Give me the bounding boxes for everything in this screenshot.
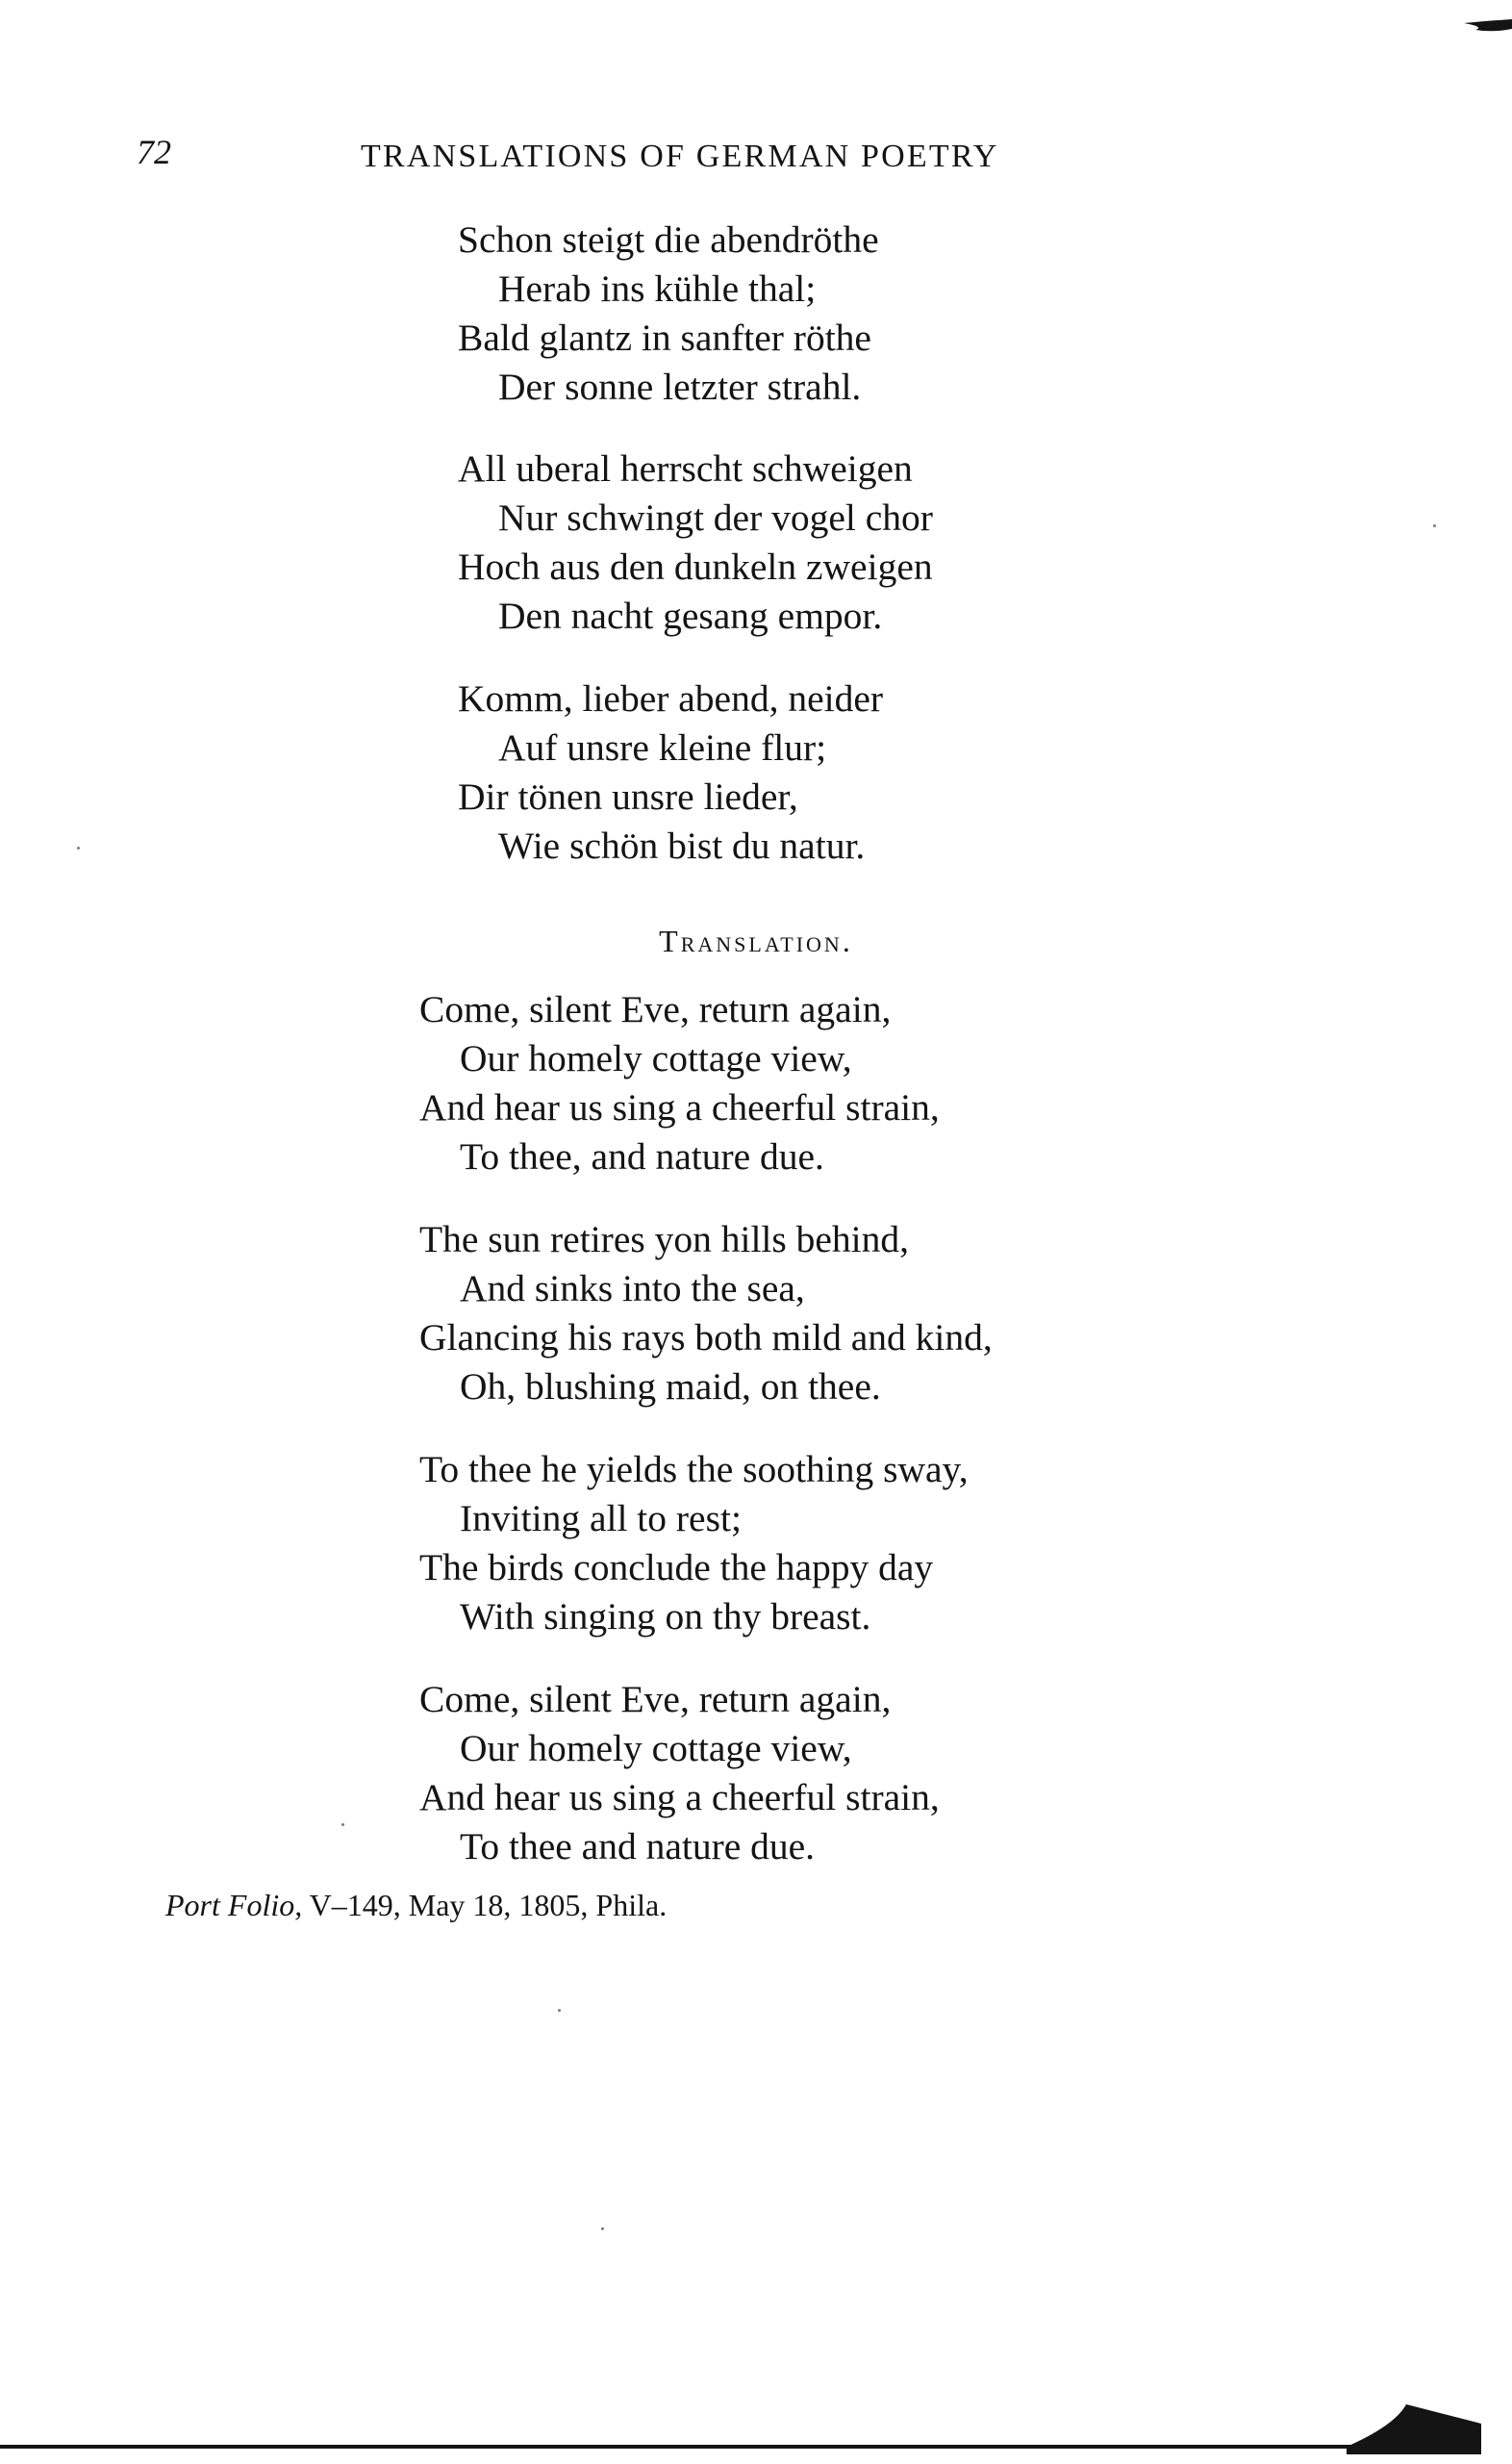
- poem-line: Glancing his rays both mild and kind,: [419, 1316, 993, 1359]
- running-head: TRANSLATIONS OF GERMAN POETRY: [361, 139, 999, 174]
- scan-speck: [341, 1823, 344, 1826]
- source-citation: [165, 1890, 667, 1920]
- poem-line: Schon steigt die abendröthe: [458, 218, 879, 261]
- poem-line: Nur schwingt der vogel chor: [498, 496, 933, 539]
- german-stanza-2: [458, 445, 933, 641]
- poem-line: Den nacht gesang empor.: [498, 595, 883, 637]
- bottom-page-edge: [0, 2358, 1512, 2464]
- poem-line: The birds conclude the happy day: [419, 1546, 934, 1588]
- poem-line: Wie schön bist du natur.: [498, 825, 866, 867]
- poem-line: Oh, blushing maid, on thee.: [460, 1365, 881, 1408]
- poem-line: With singing on thy breast.: [460, 1595, 871, 1638]
- poem-line: Der sonne letzter strahl.: [498, 366, 862, 408]
- scan-speck: [558, 2009, 561, 2012]
- corner-ink-mark: [1464, 19, 1512, 35]
- citation-source: Port Folio,: [165, 1888, 303, 1922]
- translation-stanza-2: [419, 1215, 993, 1411]
- poem-line: To thee he yields the soothing sway,: [419, 1448, 969, 1490]
- poem-line: Inviting all to rest;: [460, 1497, 742, 1539]
- poem-line: Dir tönen unsre lieder,: [458, 775, 798, 818]
- scan-speck: [1433, 524, 1436, 527]
- poem-line: And sinks into the sea,: [460, 1267, 805, 1309]
- poem-line: All uberal herrscht schweigen: [458, 447, 913, 490]
- poem-line: Herab ins kühle thal;: [498, 267, 817, 310]
- german-stanza-1: [458, 216, 879, 412]
- translation-heading: Translation.: [659, 924, 853, 958]
- page-number: 72: [137, 133, 171, 171]
- poem-line: The sun retires yon hills behind,: [419, 1218, 910, 1260]
- poem-line: To thee and nature due.: [460, 1825, 816, 1867]
- poem-line: Our homely cottage view,: [460, 1727, 852, 1769]
- poem-line: Komm, lieber abend, neider: [458, 677, 884, 720]
- translation-stanza-1: [419, 985, 940, 1181]
- scan-speck: [77, 847, 80, 850]
- poem-line: And hear us sing a cheerful strain,: [419, 1776, 940, 1818]
- translation-stanza-3: [419, 1445, 969, 1641]
- poem-line: Hoch aus den dunkeln zweigen: [458, 546, 933, 588]
- translation-stanza-4: [419, 1675, 940, 1871]
- poem-line: Auf unsre kleine flur;: [498, 726, 827, 769]
- poem-line: Our homely cottage view,: [460, 1037, 852, 1080]
- poem-line: Come, silent Eve, return again,: [419, 988, 892, 1030]
- scan-speck: [601, 2227, 604, 2230]
- poem-line: To thee, and nature due.: [460, 1135, 824, 1178]
- german-stanza-3: [458, 674, 883, 871]
- poem-line: Come, silent Eve, return again,: [419, 1678, 892, 1720]
- poem-line: And hear us sing a cheerful strain,: [419, 1086, 940, 1129]
- poem-line: Bald glantz in sanfter röthe: [458, 317, 871, 359]
- citation-reference: V–149, May 18, 1805, Phila.: [309, 1888, 668, 1922]
